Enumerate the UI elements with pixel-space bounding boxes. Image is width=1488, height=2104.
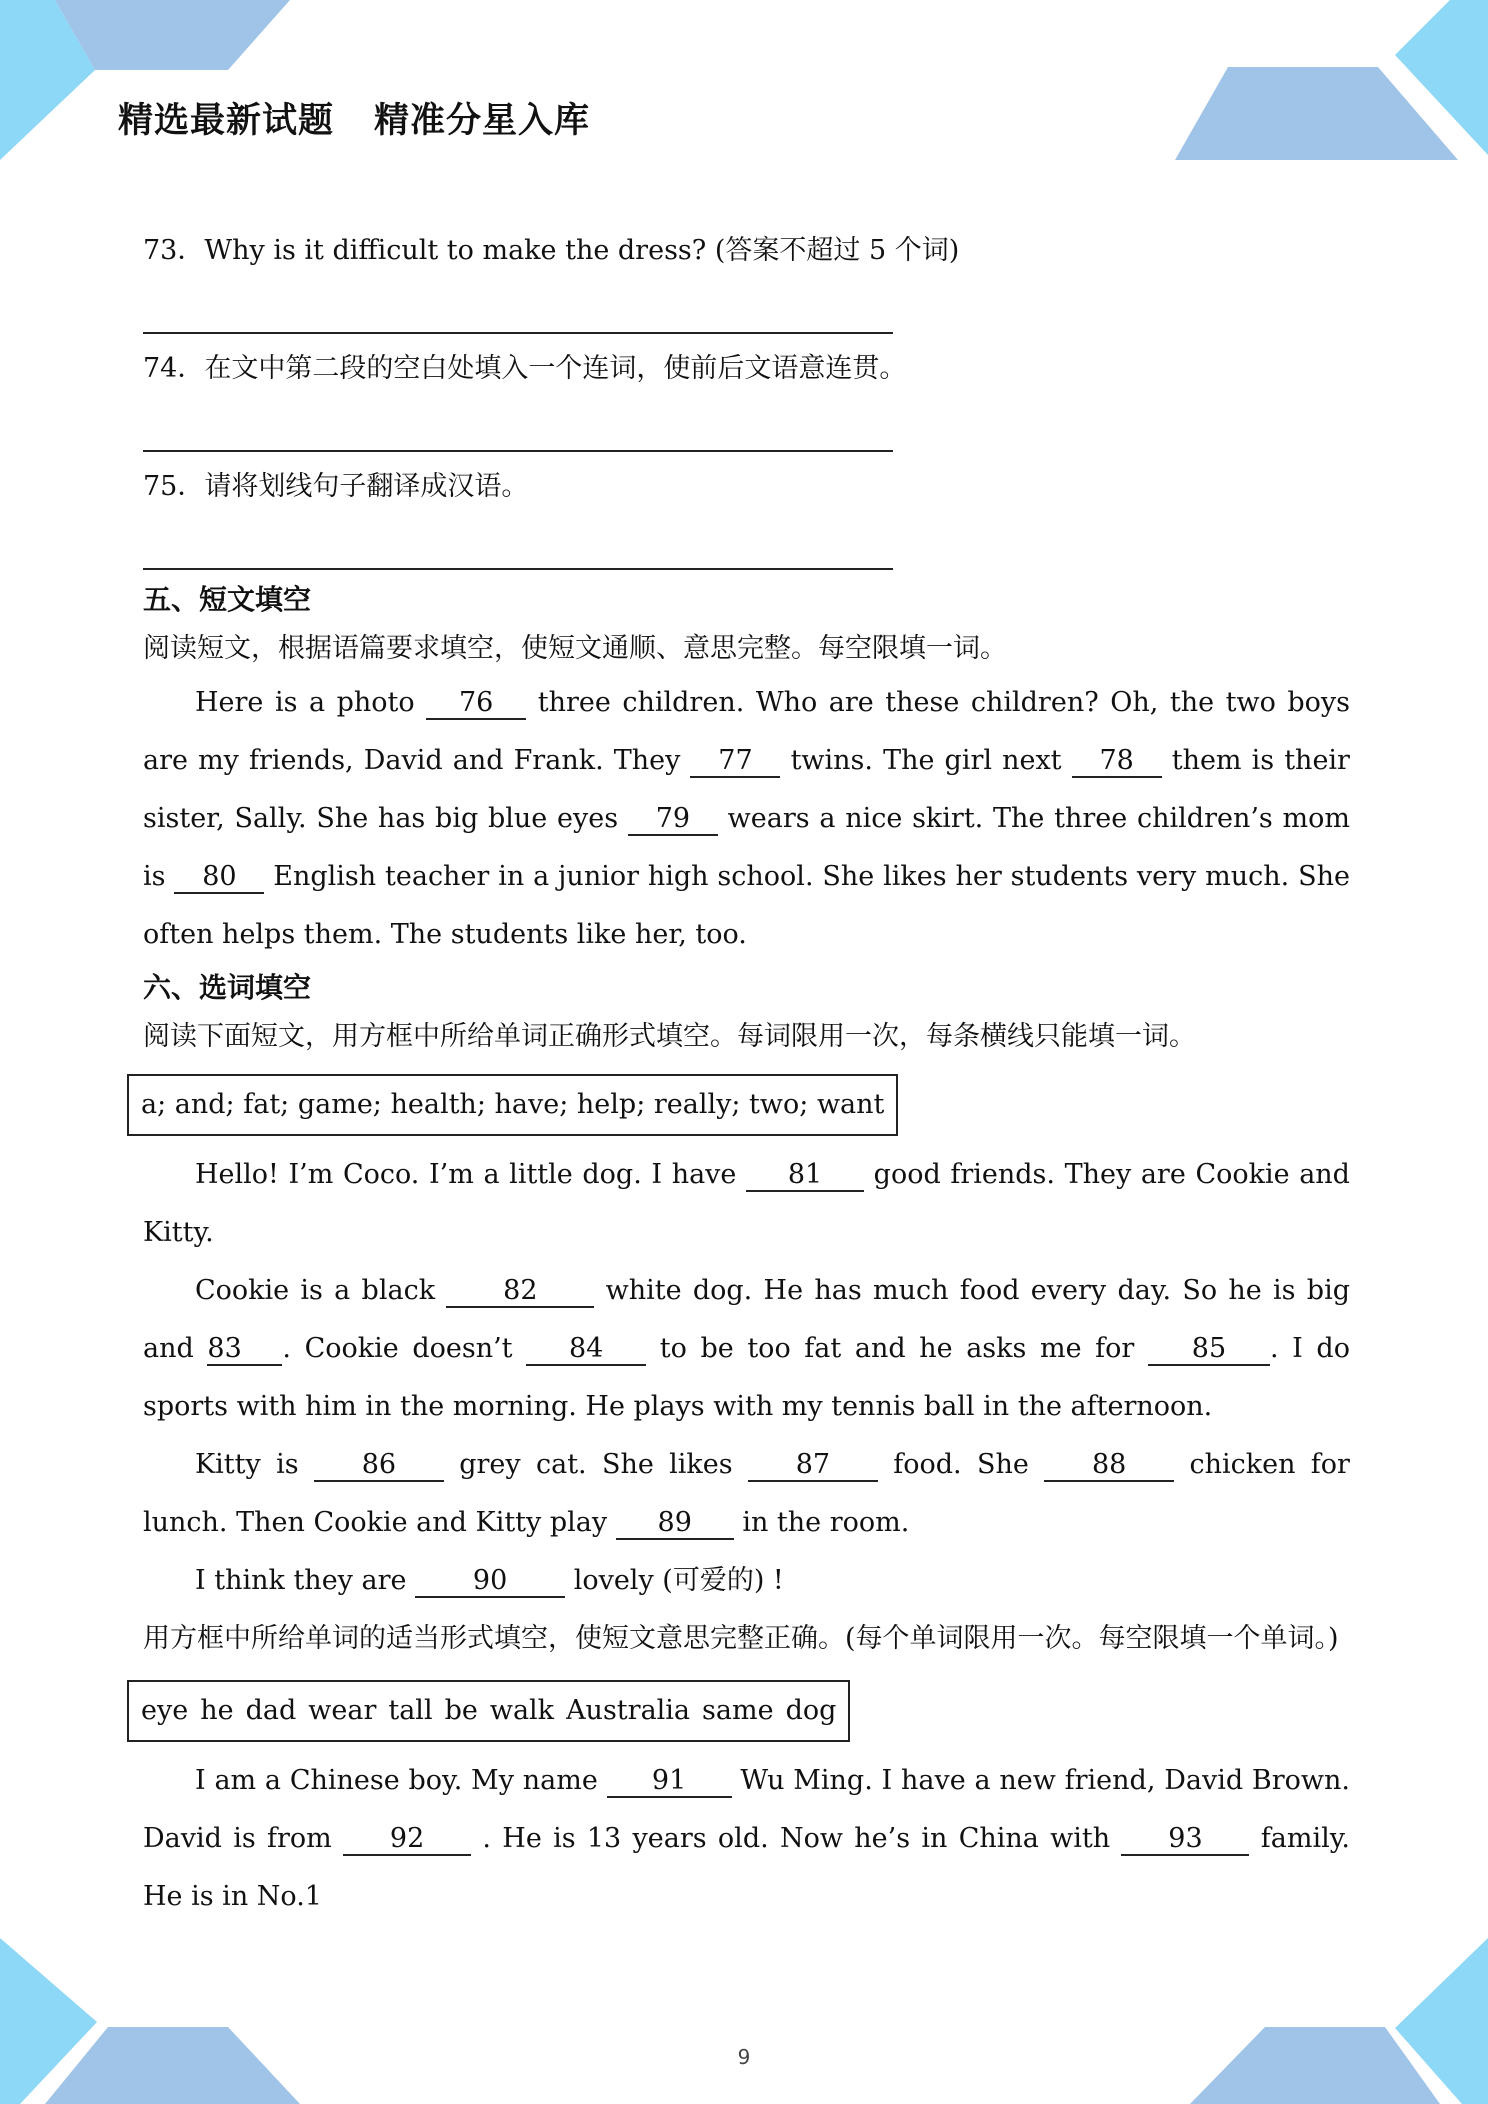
word-australia: Australia: [566, 1695, 691, 1726]
blank-84[interactable]: 84: [526, 1334, 646, 1366]
answer-line-74[interactable]: [143, 398, 893, 452]
word-box-7: [127, 1680, 850, 1742]
section-5-instruction: 阅读短文，根据语篇要求填空，使短文通顺、意思完整。每空限填一词。: [143, 633, 1007, 664]
question-text: Why is it difficult to make the dress? (答案不超过 5 个词): [204, 235, 960, 266]
page-number: 9: [737, 2045, 751, 2069]
top-left-trapezoid-decoration: [55, 0, 290, 70]
blank-85[interactable]: 85: [1148, 1334, 1270, 1366]
question-number: 75．: [143, 471, 205, 502]
word-dad: dad: [245, 1695, 297, 1726]
blank-79[interactable]: 79: [628, 804, 718, 836]
section-6-paragraph-1: Hello! I’m Coco. I’m a little dog. I have 81 good friends. They are Cookie and Kitty.: [143, 1159, 1350, 1248]
answer-line-75[interactable]: [143, 516, 893, 570]
blank-82[interactable]: 82: [446, 1276, 594, 1308]
blank-90[interactable]: 90: [415, 1566, 565, 1598]
blank-81[interactable]: 81: [746, 1160, 864, 1192]
question-text: 请将划线句子翻译成汉语。: [204, 471, 529, 502]
header-title: [118, 93, 590, 143]
word-box-6: a; and; fat; game; health; have; help; really; two; want: [127, 1074, 898, 1136]
section-7-instruction: 用方框中所给单词的适当形式填空，使短文意思完整正确。(每个单词限用一次。每空限填一个单词。): [143, 1623, 1339, 1654]
word-tall: tall: [388, 1695, 433, 1726]
blank-77[interactable]: 77: [690, 746, 780, 778]
word-be: be: [444, 1695, 478, 1726]
blank-87[interactable]: 87: [748, 1450, 878, 1482]
word-wear: wear: [308, 1695, 377, 1726]
blank-78[interactable]: 78: [1072, 746, 1162, 778]
question-number: 74．: [143, 353, 205, 384]
header-title-right: 精准分星入库: [374, 101, 591, 141]
blank-76[interactable]: 76: [426, 688, 526, 720]
blank-80[interactable]: 80: [174, 862, 264, 894]
blank-93[interactable]: 93: [1121, 1824, 1249, 1856]
document-body: [143, 222, 1350, 1926]
word-eye: eye: [141, 1695, 189, 1726]
section-6-paragraph-3: Kitty is 86 grey cat. She likes 87 food. She 88 chicken for lunch. Then Cookie and Kitty play 89 in the room.: [143, 1449, 1350, 1538]
blank-83[interactable]: 83: [207, 1334, 282, 1366]
section-7-passage: I am a Chinese boy. My name 91 Wu Ming. I have a new friend, David Brown. David is from 92 . He is 13 years old. Now he’s in China with 93 family. He is in No.1: [143, 1765, 1350, 1912]
blank-86[interactable]: 86: [314, 1450, 444, 1482]
question-75: [143, 458, 1350, 516]
header-title-left: 精选最新试题: [118, 101, 335, 141]
word-he: he: [200, 1695, 234, 1726]
blank-92[interactable]: 92: [343, 1824, 471, 1856]
answer-line-73[interactable]: [143, 280, 893, 334]
blank-91[interactable]: 91: [607, 1766, 732, 1798]
section-6-paragraph-4: I think they are 90 lovely (可爱的) !: [195, 1565, 784, 1596]
blank-89[interactable]: 89: [616, 1508, 734, 1540]
question-74: [143, 340, 1350, 398]
question-73: [143, 222, 1350, 280]
question-number: 73．: [143, 235, 205, 266]
section-5-passage: Here is a photo 76 three children. Who are these children? Oh, the two boys are my friends, David and Frank. They 77 twins. The girl next 78 them is their sister, Sally. She has big blue eyes 79 wears a nice skirt. The three children’s mom is 80 English teacher in a junior high school. She likes her students very much. She often helps them. The students like her, too.: [143, 687, 1351, 950]
word-walk: walk: [489, 1695, 555, 1726]
section-6-instruction: 阅读下面短文，用方框中所给单词正确形式填空。每词限用一次，每条横线只能填一词。: [143, 1021, 1196, 1052]
word-same: same: [702, 1695, 774, 1726]
section-5-title: 五、短文填空: [143, 583, 312, 616]
section-6-paragraph-2: Cookie is a black 82 white dog. He has much food every day. So he is big and 83 . Cookie doesn’t 84 to be too fat and he asks me for 85 . I do sports with him in the morning. He plays with my tennis ball in the afternoon.: [143, 1275, 1350, 1422]
word-dog: dog: [785, 1695, 837, 1726]
section-6-title: 六、选词填空: [143, 971, 312, 1004]
top-right-trapezoid-decoration: [1175, 67, 1458, 160]
blank-88[interactable]: 88: [1044, 1450, 1174, 1482]
question-text: 在文中第二段的空白处填入一个连词，使前后文语意连贯。: [204, 353, 907, 384]
